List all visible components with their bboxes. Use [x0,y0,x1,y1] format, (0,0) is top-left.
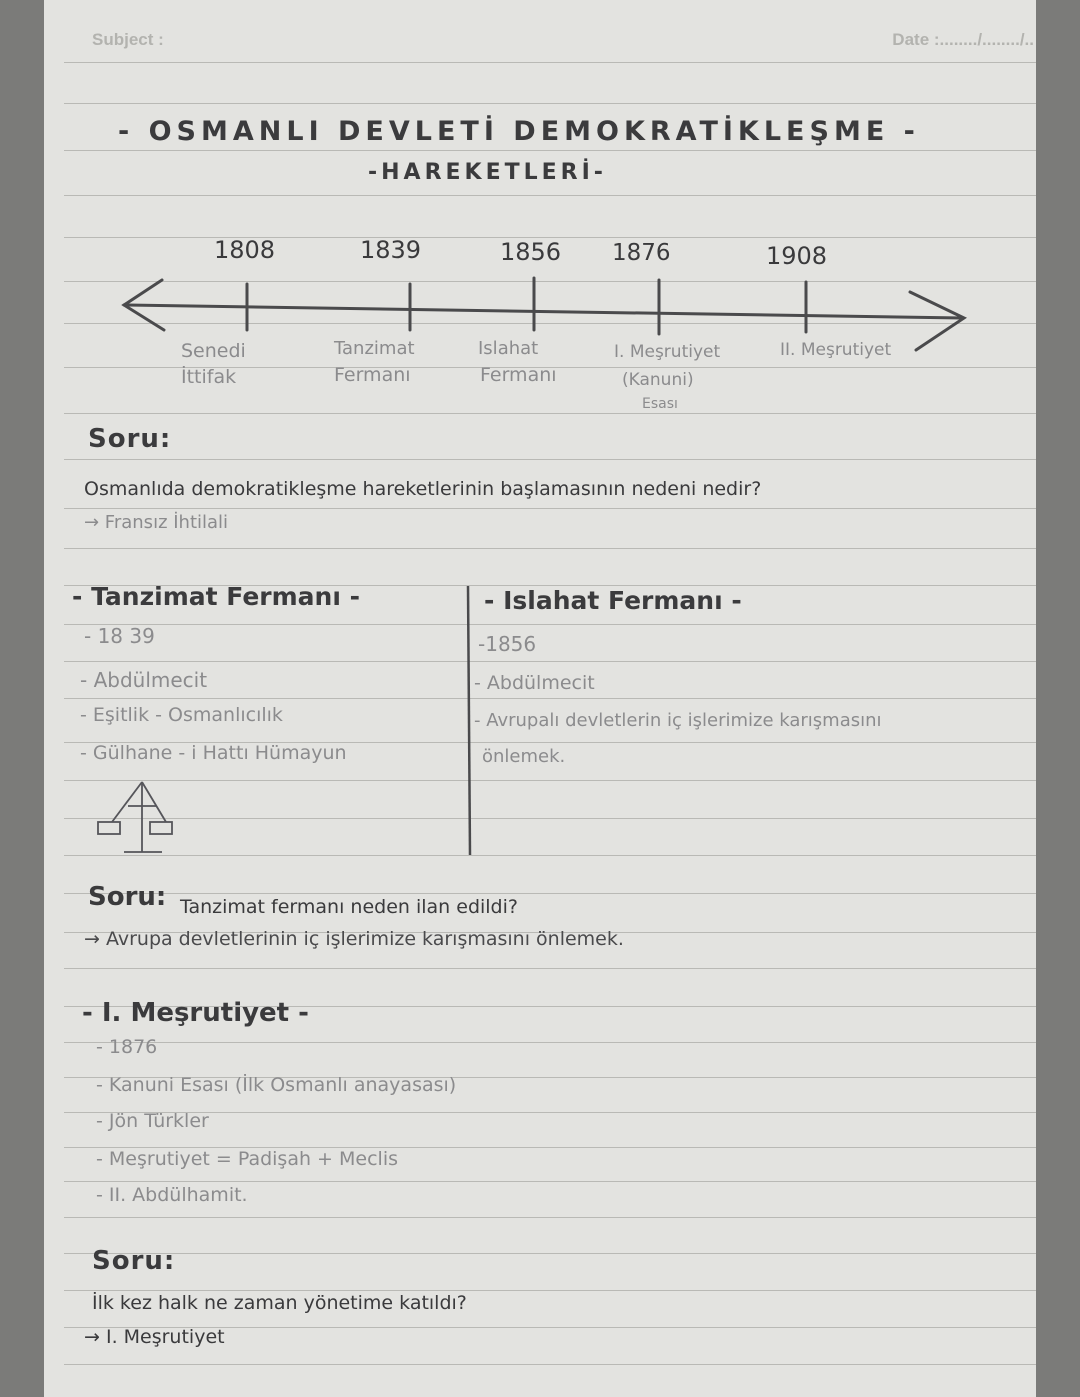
timeline-year: 1876 [612,240,671,266]
timeline-event-label: Fermanı [480,364,557,386]
mesrutiyet-item: - Meşrutiyet = Padişah + Meclis [96,1148,398,1170]
question-label: Soru: [88,882,167,912]
islahat-item: önlemek. [482,746,566,767]
notebook-page [44,0,1036,1397]
question-answer: → Avrupa devletlerinin iç işlerimize karışmasını önlemek. [84,928,624,950]
question-answer: → I. Meşrutiyet [84,1326,225,1348]
tanzimat-item: - Abdülmecit [80,668,208,692]
question-text: Tanzimat fermanı neden ilan edildi? [180,896,518,918]
question-answer: → Fransız İhtilali [84,512,229,533]
mesrutiyet-item: - Kanuni Esası (İlk Osmanlı anayasası) [96,1074,457,1096]
timeline-year: 1908 [766,242,828,270]
timeline-event-label: II. Meşrutiyet [780,340,892,360]
mesrutiyet-item: - Jön Türkler [96,1110,209,1132]
mesrutiyet-heading: - I. Meşrutiyet - [82,998,309,1028]
timeline-event-label: Islahat [478,338,539,359]
timeline-event-label: Senedi [181,340,246,362]
islahat-heading: - Islahat Fermanı - [484,586,742,615]
question-text: Osmanlıda demokratikleşme hareketlerinin başlamasının nedeni nedir? [84,478,762,500]
subject-label: Subject : [92,30,164,49]
page-subtitle: -HAREKETLERİ- [368,160,607,185]
timeline-event-label: (Kanuni) [622,370,694,390]
timeline-event-label: İttifak [181,366,237,388]
question-label: Soru: [92,1246,176,1276]
islahat-item: -1856 [478,632,537,656]
tanzimat-heading: - Tanzimat Fermanı - [72,582,360,611]
page-title: - OSMANLI DEVLETİ DEMOKRATİKLEŞME - [118,116,920,147]
tanzimat-item: - Gülhane - i Hattı Hümayun [80,742,347,764]
timeline-year: 1808 [214,236,276,264]
islahat-item: - Avrupalı devletlerin iç işlerimize karışmasını [474,710,882,731]
timeline-event-label: Esası [642,396,678,412]
timeline-year: 1856 [500,238,562,266]
date-label: Date :......../......../.. [892,30,1034,49]
timeline-event-label: I. Meşrutiyet [614,342,721,362]
mesrutiyet-item: - 1876 [96,1036,158,1058]
timeline-year: 1839 [360,236,422,264]
tanzimat-item: - 18 39 [84,624,155,648]
islahat-item: - Abdülmecit [474,672,595,694]
question-text: İlk kez halk ne zaman yönetime katıldı? [92,1292,467,1314]
timeline-event-label: Fermanı [334,364,411,386]
timeline-event-label: Tanzimat [334,338,415,359]
mesrutiyet-item: - II. Abdülhamit. [96,1184,248,1206]
tanzimat-item: - Eşitlik - Osmanlıcılık [80,704,283,726]
question-label: Soru: [88,424,172,454]
